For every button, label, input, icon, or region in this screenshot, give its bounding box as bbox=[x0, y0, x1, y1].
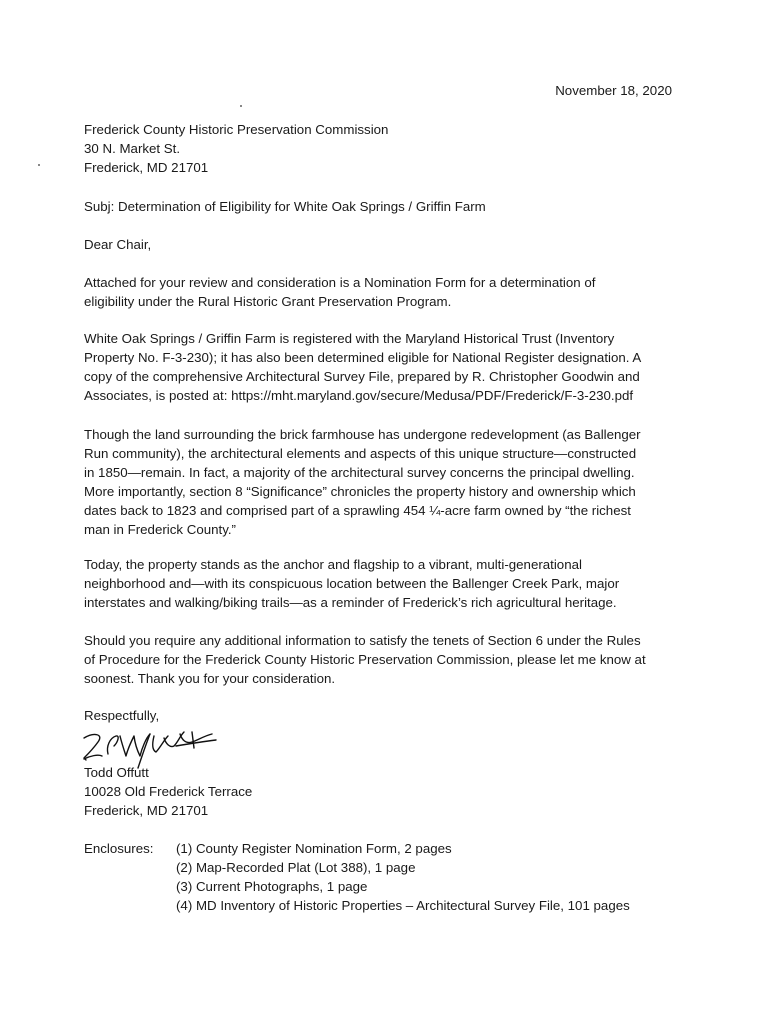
scan-speck bbox=[240, 105, 242, 107]
enclosure-item: (4) MD Inventory of Historic Properties – Architectural Survey File, 101 pages bbox=[176, 898, 630, 913]
text-line-with-url: Associates, is posted at: https://mht.maryland.gov/secure/Medusa/PDF/Frederick/F-3-230.pdf bbox=[84, 388, 634, 403]
paragraph-5 bbox=[84, 631, 688, 688]
text-line: Should you require any additional information to satisfy the tenets of Section 6 under the Rules bbox=[84, 633, 641, 648]
sender-name: Todd Offutt bbox=[84, 765, 149, 780]
recipient-address bbox=[84, 120, 688, 177]
letter-date: November 18, 2020 bbox=[555, 83, 672, 98]
text-line: Today, the property stands as the anchor and flagship to a vibrant, multi-generational bbox=[84, 557, 582, 572]
sender-block bbox=[84, 763, 688, 820]
enclosures-label: Enclosures: bbox=[84, 841, 154, 856]
text-line: Though the land surrounding the brick farmhouse has undergone redevelopment (as Ballenger bbox=[84, 427, 641, 442]
text-line: Property No. F-3-230); it has also been determined eligible for National Register designation. A bbox=[84, 350, 642, 365]
text-line: More importantly, section 8 “Significance” chronicles the property history and ownership which bbox=[84, 484, 636, 499]
enclosure-item: (3) Current Photographs, 1 page bbox=[176, 879, 368, 894]
recipient-city: Frederick, MD 21701 bbox=[84, 160, 209, 175]
paragraph-1 bbox=[84, 273, 688, 311]
text-line: interstates and walking/biking trails—as a reminder of Frederick’s rich agricultural heritage. bbox=[84, 595, 617, 610]
scan-speck bbox=[38, 164, 40, 166]
enclosures-row bbox=[84, 839, 688, 915]
text-line: White Oak Springs / Griffin Farm is registered with the Maryland Historical Trust (Inventory bbox=[84, 331, 615, 346]
text-line: Run community), the architectural elements and aspects of this unique structure—constructed bbox=[84, 446, 637, 461]
recipient-street: 30 N. Market St. bbox=[84, 141, 181, 156]
text-line: Attached for your review and consideration is a Nomination Form for a determination of bbox=[84, 275, 596, 290]
paragraph-4 bbox=[84, 555, 688, 612]
enclosure-item: (1) County Register Nomination Form, 2 pages bbox=[176, 841, 452, 856]
paragraph-2 bbox=[84, 329, 688, 405]
text-line: neighborhood and—with its conspicuous location between the Ballenger Creek Park, major bbox=[84, 576, 620, 591]
text-line: man in Frederick County.” bbox=[84, 522, 236, 537]
text-line: of Procedure for the Frederick County Historic Preservation Commission, please let me know at bbox=[84, 652, 646, 667]
text-line: copy of the comprehensive Architectural Survey File, prepared by R. Christopher Goodwin and bbox=[84, 369, 640, 384]
text-line: soonest. Thank you for your consideration. bbox=[84, 671, 336, 686]
recipient-name: Frederick County Historic Preservation Commission bbox=[84, 122, 389, 137]
text-line: dates back to 1823 and comprised part of a sprawling 454 ¼-acre farm owned by “the richest bbox=[84, 503, 631, 518]
sender-street: 10028 Old Frederick Terrace bbox=[84, 784, 253, 799]
subject-line: Subj: Determination of Eligibility for White Oak Springs / Griffin Farm bbox=[84, 199, 486, 214]
text-line: eligibility under the Rural Historic Grant Preservation Program. bbox=[84, 294, 452, 309]
text-line: in 1850—remain. In fact, a majority of the architectural survey concerns the principal dwelling. bbox=[84, 465, 635, 480]
closing: Respectfully, bbox=[84, 708, 160, 723]
enclosure-item: (2) Map-Recorded Plat (Lot 388), 1 page bbox=[176, 860, 416, 875]
enclosures bbox=[84, 839, 688, 915]
enclosures-list bbox=[176, 839, 630, 915]
salutation: Dear Chair, bbox=[84, 237, 152, 252]
paragraph-3 bbox=[84, 425, 688, 539]
sender-city: Frederick, MD 21701 bbox=[84, 803, 209, 818]
